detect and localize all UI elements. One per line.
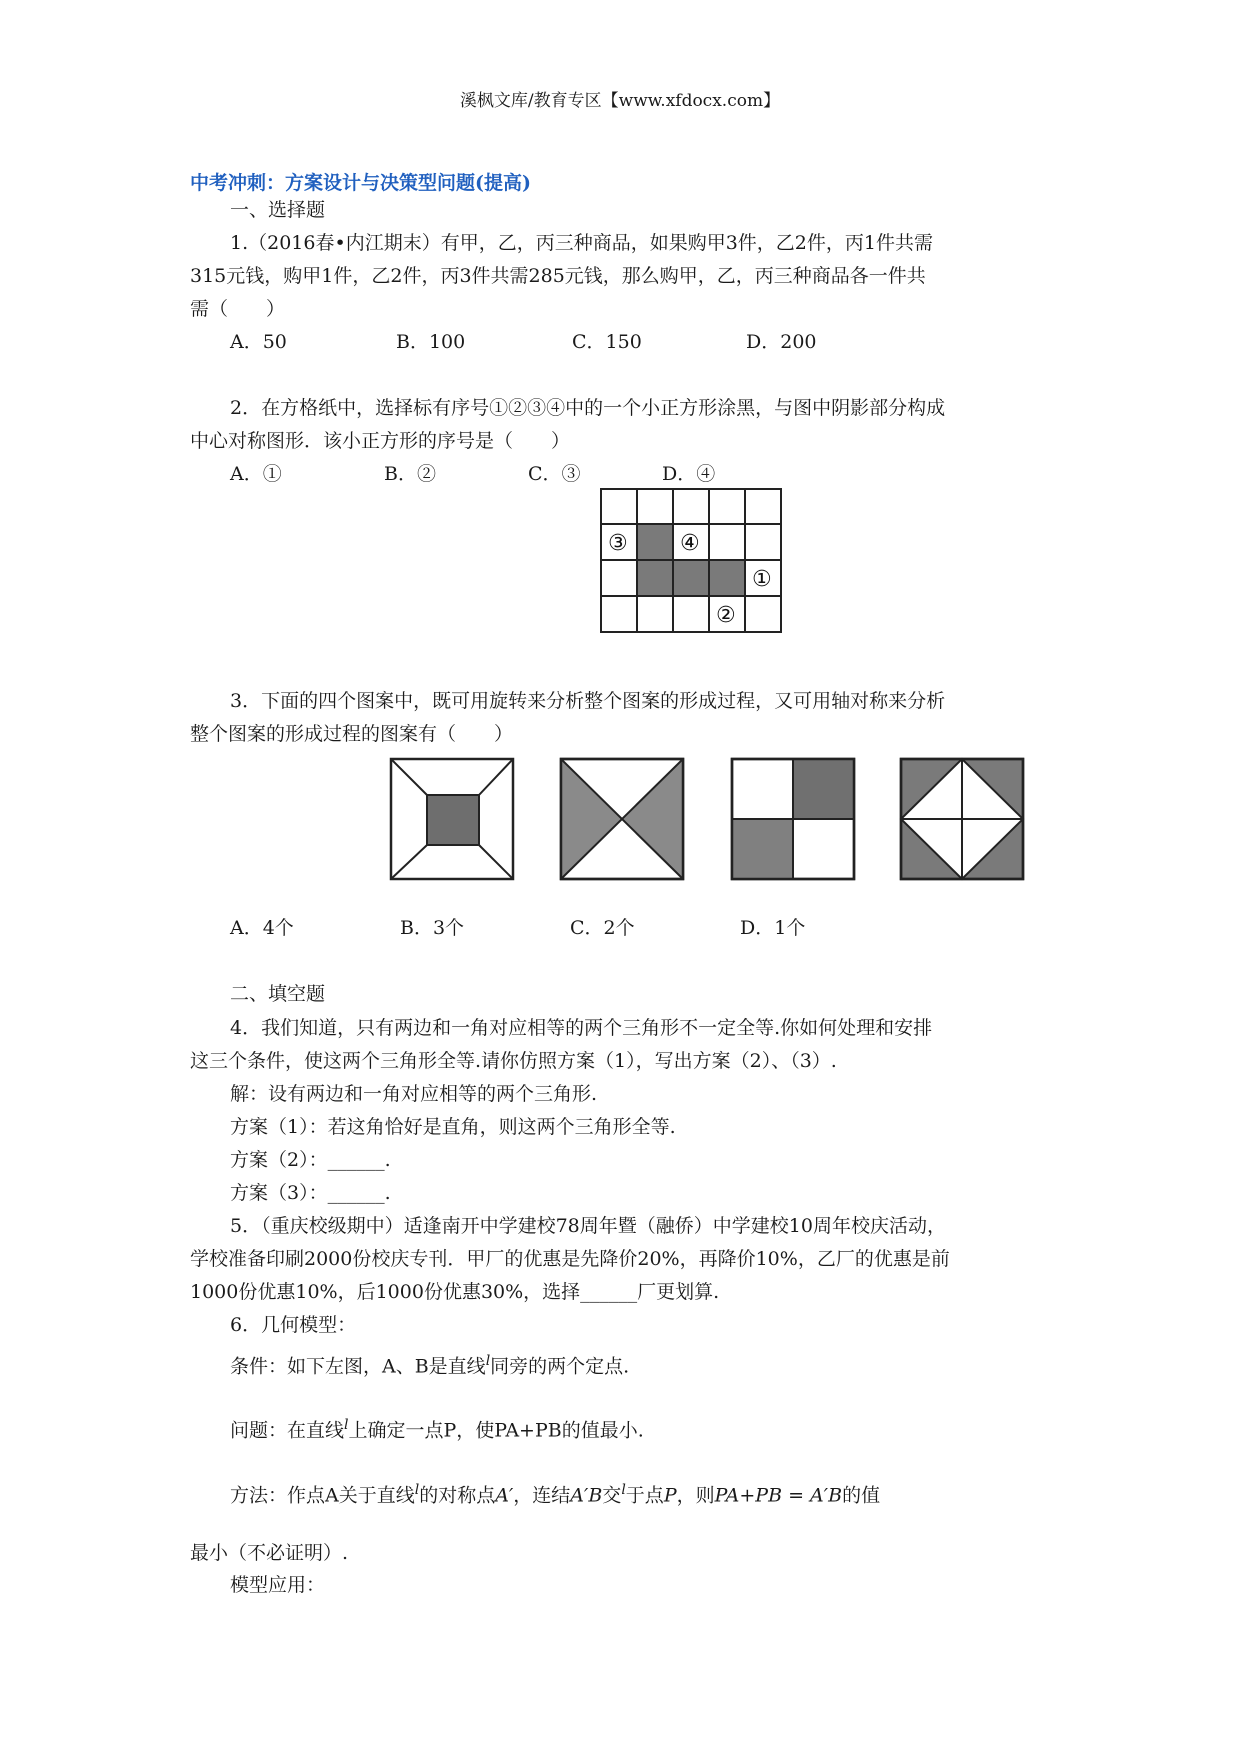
q4-line1: 4．我们知道，只有两边和一角对应相等的两个三角形不一定全等.你如何处理和安排 [230, 1017, 933, 1039]
q6-application: 模型应用： [230, 1574, 326, 1596]
q6-line1: 6．几何模型： [230, 1314, 357, 1336]
q6-method-text-b: 的对称点 [419, 1484, 496, 1507]
q2-option-d[interactable]: D．④ [662, 463, 716, 485]
page-header: 溪枫文库/教育专区【www.xfdocx.com】 [459, 91, 781, 111]
q6-condition-text-a: 条件：如下左图，A、B是直线 [230, 1355, 486, 1378]
q3-pattern-b [559, 757, 687, 883]
q6-method [230, 1478, 880, 1507]
q6-method-aprime: A′ [495, 1484, 514, 1507]
section-heading-choice: 一、选择题 [230, 199, 326, 221]
q5-line1: 5．（重庆校级期中）适逢南开中学建校78周年暨（融侨）中学建校10周年校庆活动， [230, 1215, 946, 1237]
q6-line-end: 最小（不必证明）. [190, 1542, 349, 1564]
q6-method-text-e: 于点 [625, 1484, 664, 1507]
q6-method-p: P [663, 1484, 677, 1507]
q6-condition-text-b: 同旁的两个定点. [490, 1355, 630, 1378]
q1-line1: 1.（2016春•内江期末）有甲，乙，丙三种商品，如果购甲3件，乙2件，丙1件共需 [230, 232, 933, 254]
q3-line1: 3．下面的四个图案中，既可用旋转来分析整个图案的形成过程，又可用轴对称来分析 [230, 690, 946, 712]
q2-grid-figure [600, 488, 786, 634]
q6-method-equation: PA+PB = A′B [714, 1484, 843, 1507]
page-title: 中考冲刺：方案设计与决策型问题(提高) [190, 172, 531, 194]
q3-pattern-c [730, 757, 858, 883]
q3-option-c[interactable]: C．2个 [570, 917, 635, 939]
q3-pattern-a [389, 757, 517, 883]
q6-method-text-f: ，则 [676, 1484, 715, 1507]
q6-condition [230, 1349, 629, 1378]
q6-method-text-a: 方法：作点A关于直线 [230, 1484, 415, 1507]
q6-method-text-c: ，连结 [513, 1484, 571, 1507]
q4-answer-2[interactable]: 方案（2）：______. [230, 1149, 391, 1171]
q6-method-text-g: 的值 [842, 1484, 881, 1507]
q2-option-b[interactable]: B．② [384, 463, 436, 485]
q5-line2: 学校准备印刷2000份校庆专刊．甲厂的优惠是先降价20%，再降价10%，乙厂的优惠是前 [190, 1248, 950, 1270]
q6-problem-text-a: 问题：在直线 [230, 1419, 345, 1442]
q1-option-a[interactable]: A．50 [230, 331, 287, 353]
q1-option-b[interactable]: B．100 [396, 331, 466, 353]
q3-pattern-d [899, 757, 1027, 883]
q1-line2: 315元钱，购甲1件，乙2件，丙3件共需285元钱，那么购甲，乙，丙三种商品各一件共 [190, 265, 926, 287]
q6-problem-l: l [344, 1417, 349, 1433]
q6-condition-l: l [485, 1353, 491, 1369]
q1-line3: 需（ ） [190, 298, 286, 320]
q4-line4: 方案（1）：若这角恰好是直角，则这两个三角形全等. [230, 1116, 676, 1138]
q6-problem [230, 1413, 644, 1442]
q3-option-a[interactable]: A．4个 [230, 917, 294, 939]
q1-option-c[interactable]: C．150 [572, 331, 642, 353]
q3-option-d[interactable]: D．1个 [740, 917, 806, 939]
q5-line3[interactable]: 1000份优惠10%，后1000份优惠30%，选择______厂更划算. [190, 1281, 720, 1303]
section-heading-fill: 二、填空题 [230, 983, 326, 1005]
q2-option-a[interactable]: A．① [230, 463, 282, 485]
grid-label-1: ① [752, 567, 772, 592]
grid-label-4: ④ [680, 531, 700, 556]
q2-option-c[interactable]: C．③ [528, 463, 581, 485]
q2-line2: 中心对称图形．该小正方形的序号是（ ） [190, 430, 571, 452]
q6-problem-text-b: 上确定一点P，使PA+PB的值最小. [348, 1419, 644, 1442]
q4-line3: 解：设有两边和一角对应相等的两个三角形. [230, 1083, 598, 1105]
q6-method-l: l [414, 1482, 420, 1498]
grid-label-2: ② [716, 603, 736, 628]
q2-line1: 2．在方格纸中，选择标有序号①②③④中的一个小正方形涂黑，与图中阴影部分构成 [230, 397, 946, 419]
q4-line2: 这三个条件，使这两个三角形全等.请你仿照方案（1），写出方案（2）、（3）. [190, 1050, 837, 1072]
q1-option-d[interactable]: D．200 [746, 331, 817, 353]
q4-answer-3[interactable]: 方案（3）：______. [230, 1182, 391, 1204]
q3-line2: 整个图案的形成过程的图案有（ ） [190, 723, 514, 745]
q6-method-l2: l [621, 1482, 626, 1498]
q6-method-apb: A′B [570, 1484, 603, 1507]
grid-label-3: ③ [608, 531, 628, 556]
q3-option-b[interactable]: B．3个 [400, 917, 465, 939]
q6-method-text-d: 交 [602, 1484, 622, 1507]
